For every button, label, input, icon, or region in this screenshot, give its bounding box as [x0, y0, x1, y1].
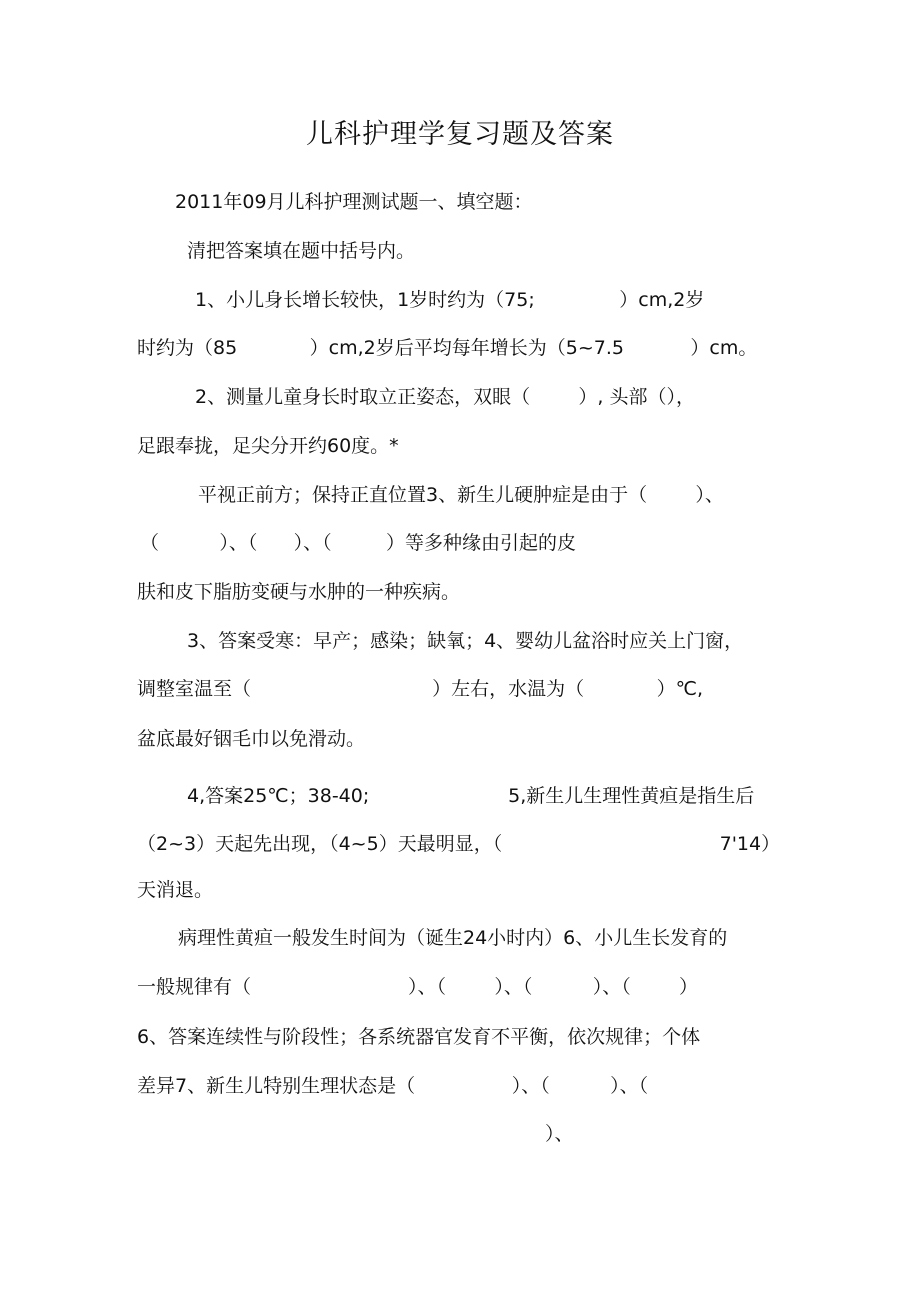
text-line: 盆底最好铟毛巾以免滑动。: [137, 728, 366, 750]
text-line: 6、答案连续性与阶段性；各系统器官发育不平衡，依次规律；个体: [137, 1026, 701, 1048]
text-line: 平视正前方；保持正直位置3、新生儿硬肿症是由于（ ）、: [198, 484, 724, 506]
text-line: 3、答案受寒：早产；感染；缺氧；4、婴幼儿盆浴时应关上门窗，: [187, 630, 744, 652]
text-line: 差异7、新生儿特别生理状态是（ ）、（ ）、（: [137, 1075, 649, 1097]
text-line: 4,答案25℃；38-40; 5,新生儿生理性黄疸是指生后: [187, 785, 755, 807]
text-line: 病理性黄疸一般发生时间为（诞生24小时内）6、小儿生长发育的: [178, 927, 728, 949]
text-line: 足跟奉拢，足尖分开约60度。*: [137, 435, 399, 457]
text-line: 时约为（85 ）cm,2岁后平均每年增长为（5~7.5 ）cm。: [137, 337, 758, 359]
text-line: 天消退。: [137, 879, 214, 901]
text-line: （2~3）天起先出现，（4~5）天最明显，（ 7'14）: [137, 833, 781, 855]
text-line: 1、小儿身长增长较快，1岁时约为（75; ）cm,2岁: [195, 289, 705, 311]
text-line: 2011年09月儿科护理测试题一、填空题：: [175, 191, 533, 213]
text-line: 2、测量儿童身长时取立正姿态，双眼（ ）, 头部（），: [195, 386, 695, 408]
text-line: 调整室温至（ ）左右，水温为（ ）℃,: [137, 678, 704, 700]
text-line: （ ）、（ ）、（ ）等多种缘由引起的皮: [140, 532, 576, 554]
text-line: 清把答案填在题中括号内。: [187, 240, 416, 262]
text-line: 一般规律有（ ）、（ ）、（ ）、（ ）: [137, 976, 699, 998]
text-line: ）、: [545, 1123, 574, 1145]
text-line: 肤和皮下脂肪变硬与水肿的一种疾病。: [137, 581, 461, 603]
page-title: 儿科护理学复习题及答案: [306, 119, 614, 150]
